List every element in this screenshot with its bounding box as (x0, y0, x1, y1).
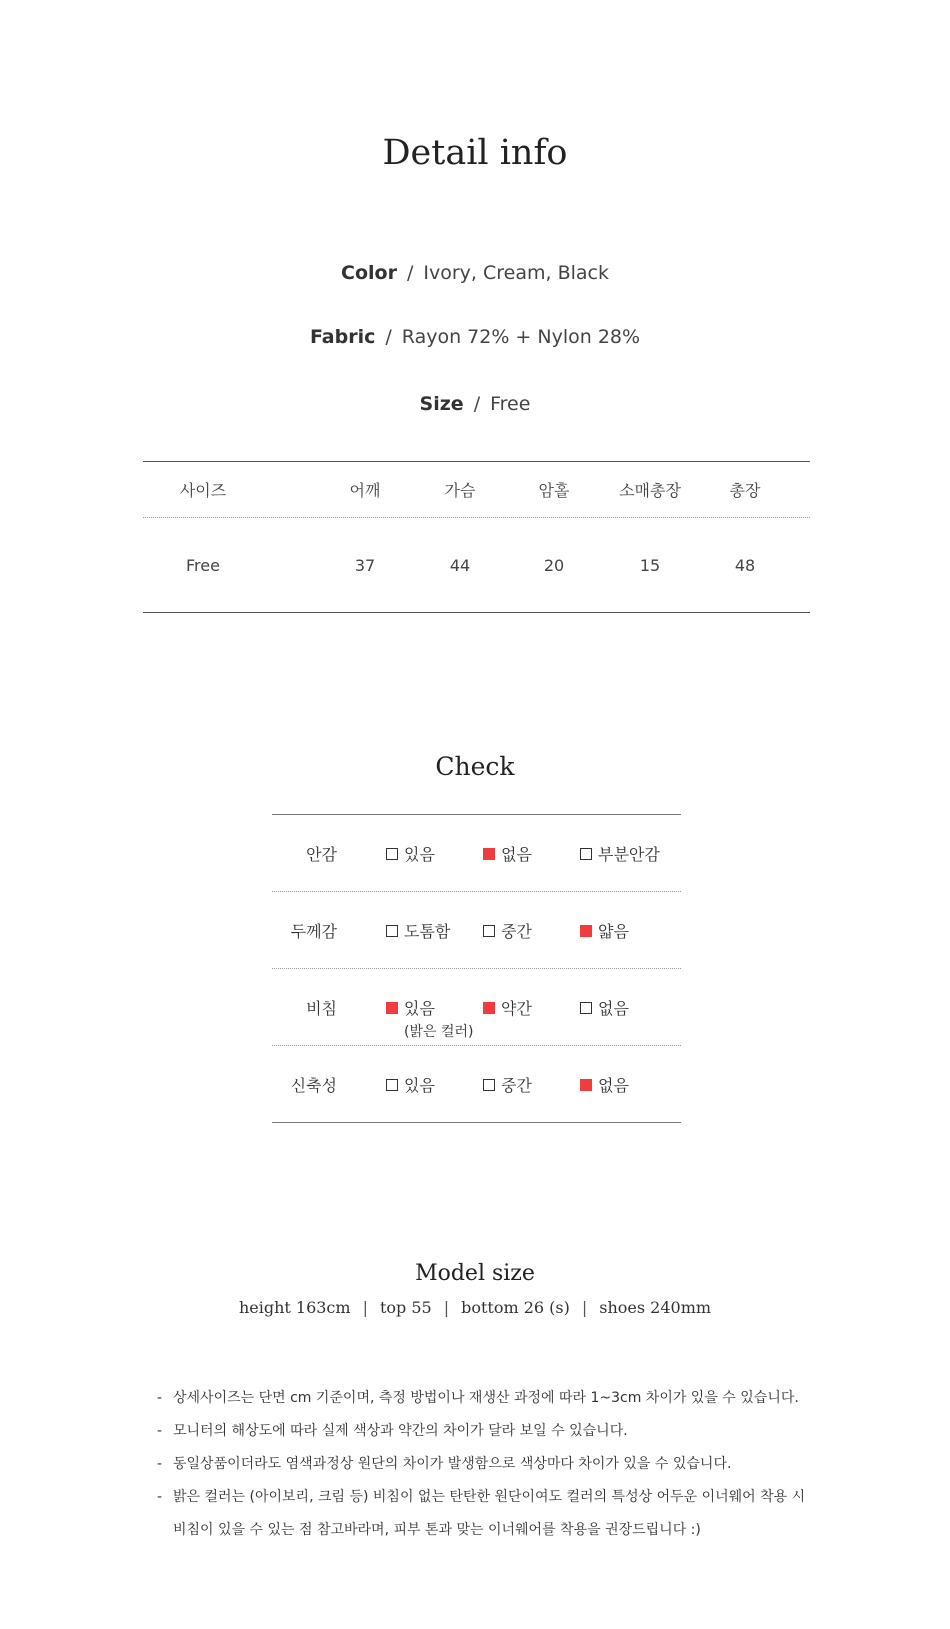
table-cell: Free (186, 555, 220, 575)
spec-fabric (0, 326, 950, 348)
check-row-stretch (272, 1046, 681, 1122)
checkbox-icon (483, 1079, 495, 1091)
model-measurements (0, 1298, 950, 1317)
check-option-label: 도톰함 (404, 922, 451, 941)
check-option-label: 약간 (501, 999, 532, 1018)
model-divider: | (581, 1298, 588, 1317)
check-option-label: 있음 (404, 1076, 435, 1095)
check-option-label: 없음 (598, 1076, 629, 1095)
check-row-sheerness (272, 969, 681, 1045)
check-label: 신축성 (290, 1076, 337, 1095)
spec-color (0, 262, 950, 284)
check-option-label: 있음 (404, 845, 435, 864)
table-cell: 44 (449, 555, 471, 575)
check-bottom-border (272, 1122, 681, 1123)
checkbox-icon (483, 848, 495, 860)
spec-fabric-value: Rayon 72% + Nylon 28% (401, 326, 641, 348)
spec-color-label: Color (341, 262, 397, 284)
check-label: 안감 (306, 845, 337, 864)
check-option (386, 919, 450, 942)
spec-color-value: Ivory, Cream, Black (423, 262, 609, 284)
notice-item: - 동일상품이더라도 염색과정상 원단의 차이가 발생함으로 색상마다 차이가 있을 수 있습니다. (157, 1448, 807, 1481)
check-option (483, 842, 532, 865)
table-header-row (143, 462, 810, 517)
size-table (143, 461, 810, 613)
page-title: Detail info (382, 133, 568, 173)
notice-item: - 모니터의 해상도에 따라 실제 색상과 약간의 차이가 달라 보일 수 있습니다. (157, 1415, 807, 1448)
check-label: 두께감 (290, 922, 337, 941)
checkbox-icon (483, 1002, 495, 1014)
model-divider: | (362, 1298, 368, 1317)
spec-fabric-label: Fabric (309, 326, 376, 348)
check-option-label: 없음 (501, 845, 532, 864)
model-bottom: bottom 26 (s) (461, 1298, 570, 1317)
check-note: (밝은 컬러) (404, 1024, 474, 1040)
header-cell-size: 사이즈 (179, 481, 227, 500)
checkbox-icon (386, 925, 398, 937)
header-cell-shoulder: 어깨 (349, 481, 381, 500)
model-shoes: shoes 240mm (599, 1298, 712, 1317)
check-option (580, 919, 629, 942)
check-row-lining (272, 815, 681, 891)
spec-size (0, 393, 950, 415)
checkbox-icon (580, 925, 592, 937)
table-cell: 15 (639, 555, 661, 575)
checkbox-icon (580, 1002, 592, 1014)
model-height: height 163cm (238, 1298, 351, 1317)
spec-separator: / (406, 262, 414, 284)
header-cell-armhole: 암홀 (538, 481, 570, 500)
check-option (386, 842, 435, 865)
table-cell: 20 (543, 555, 565, 575)
spec-size-label: Size (419, 393, 464, 415)
model-divider: | (443, 1298, 450, 1317)
check-option-label: 부분안감 (598, 845, 660, 864)
checkbox-icon (483, 925, 495, 937)
table-row (143, 518, 810, 612)
table-bottom-border (143, 612, 810, 613)
check-option-label: 얇음 (598, 922, 629, 941)
header-cell-sleeve: 소매총장 (619, 481, 681, 500)
check-option-label: 중간 (501, 1076, 532, 1095)
check-title: Check (435, 752, 515, 781)
table-cell: 37 (354, 555, 376, 575)
check-option-label: 중간 (501, 922, 532, 941)
check-option (386, 996, 435, 1019)
check-option (386, 1073, 435, 1096)
checkbox-icon (386, 1002, 398, 1014)
check-option-label: 없음 (598, 999, 629, 1018)
check-table (272, 814, 681, 1123)
spec-size-value: Free (490, 393, 531, 415)
check-option (483, 919, 532, 942)
check-option (580, 842, 660, 865)
notice-list (157, 1382, 807, 1547)
checkbox-icon (386, 1079, 398, 1091)
check-option (580, 1073, 629, 1096)
check-option-label: 있음 (404, 999, 435, 1018)
check-option (580, 996, 629, 1019)
spec-separator: / (473, 393, 481, 415)
notice-item: - 상세사이즈는 단면 cm 기준이며, 측정 방법이나 재생산 과정에 따라 1~3cm 차이가 있을 수 있습니다. (157, 1382, 807, 1415)
check-label: 비침 (306, 999, 337, 1018)
header-cell-length: 총장 (729, 481, 761, 500)
check-option (483, 1073, 532, 1096)
model-top: top 55 (379, 1298, 432, 1317)
table-cell: 48 (734, 555, 756, 575)
checkbox-icon (386, 848, 398, 860)
spec-separator: / (385, 326, 392, 348)
model-title: Model size (415, 1261, 535, 1286)
checkbox-icon (580, 848, 592, 860)
notice-item-continuation: 비침이 있을 수 있는 점 참고바라며, 피부 톤과 맞는 이너웨어를 착용을 권장드립니다 :) (173, 1522, 701, 1538)
header-cell-chest: 가슴 (444, 481, 476, 500)
check-row-thickness (272, 892, 681, 968)
checkbox-icon (580, 1079, 592, 1091)
notice-item: - 밝은 컬러는 (아이보리, 크림 등) 비침이 없는 탄탄한 원단이여도 컬러의 특성상 어두운 이너웨어 착용 시 (157, 1481, 807, 1514)
check-option (483, 996, 532, 1019)
